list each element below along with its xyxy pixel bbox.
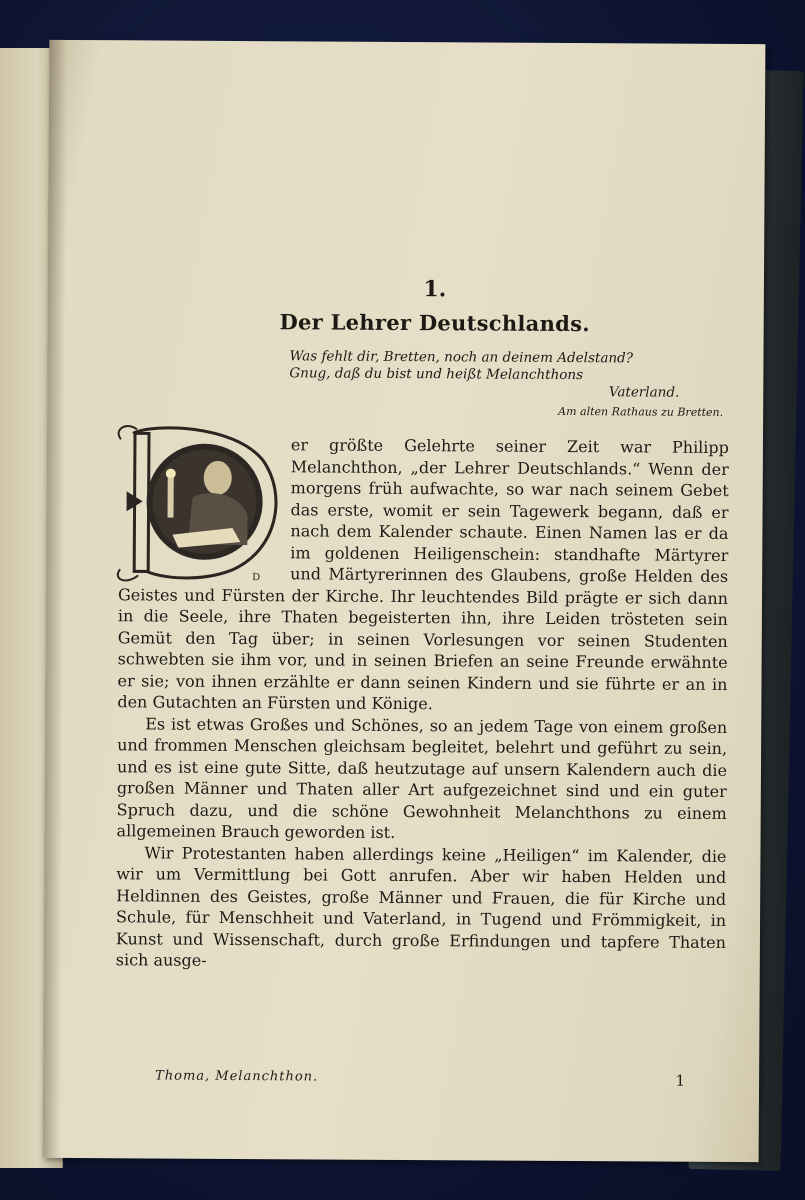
paragraph: er größte Gelehrte seiner Zeit war Philipp Melanchthon, „der Lehrer Deutschlands.“ Wenn der morgens früh aufwachte, so war nach seinem Gebet das erste, womit er sein Tagewerk begann, daß er nach dem Kalender schaute. Einen Namen las er da im goldenen Heiligenschein: standhafte Märtyrer und Märtyrerinnen des Glaubens, große Helden des Geistes und Fürsten der Kirche. Ihr leuchtendes Bild prägte er sich dann in die Seele, ihre Thaten begeisterten ihn, ihre Leiden trösteten sein Gemüt den Tag über; in seinen Vorlesungen vor seinen Studenten schwebten sie ihm vor, und in seinen Briefen an seine Freunde erwähnte er sie; von ihnen erzählte er dann seinen Kindern und sie führte er an in den Gutachten an Fürsten und Könige. [117, 435, 730, 714]
chapter-title: Der Lehrer Deutschlands. [279, 309, 590, 337]
page-content [116, 274, 730, 974]
epigraph-line: Was fehlt dir, Bretten, noch an deinem Adelstand? [289, 348, 634, 367]
epigraph-source: Am alten Rathaus zu Bretten. [558, 404, 724, 419]
epigraph-line: Vaterland. [608, 384, 680, 401]
paragraph: Es ist etwas Großes und Schönes, so an jedem Tage von einem großen und frommen Menschen gleichsam begleitet, belehrt und geführt zu sein, und es ist eine gute Sitte, daß heutzutage auf unsern Kalendern auch die großen Männer und Thaten aller Art aufgezeichnet sind und ein guter Spruch dazu, und die schöne Gewohnheit Melanchthons zu einem allgemeinen Brauch geworden ist. [116, 713, 728, 842]
page-footer [155, 1068, 685, 1089]
body-text [116, 433, 729, 974]
book-page [43, 40, 766, 1162]
epigraph-line: Gnug, daß du bist und heißt Melanchthons [289, 365, 584, 384]
initial-letter: D [252, 572, 261, 584]
epigraph [289, 348, 729, 421]
page-number: 1 [675, 1071, 686, 1090]
decorated-initial-illustration [112, 419, 281, 584]
paragraph: Wir Protestanten haben allerdings keine „Heiligen“ im Kalender, die wir um Vermittlung bei Gott anrufen. Aber wir haben Helden und Heldinnen des Geistes, große Männer und Frauen, die für Kirche und Schule, für Menschheit und Vaterland, in Tugend und Frömmigkeit, in Kunst und Wissenschaft, durch große Erfindungen und tapfere Thaten sich ausge- [115, 842, 727, 970]
chapter-number: 1. [423, 276, 447, 303]
footer-author: Thoma, Melanchthon. [155, 1068, 319, 1085]
